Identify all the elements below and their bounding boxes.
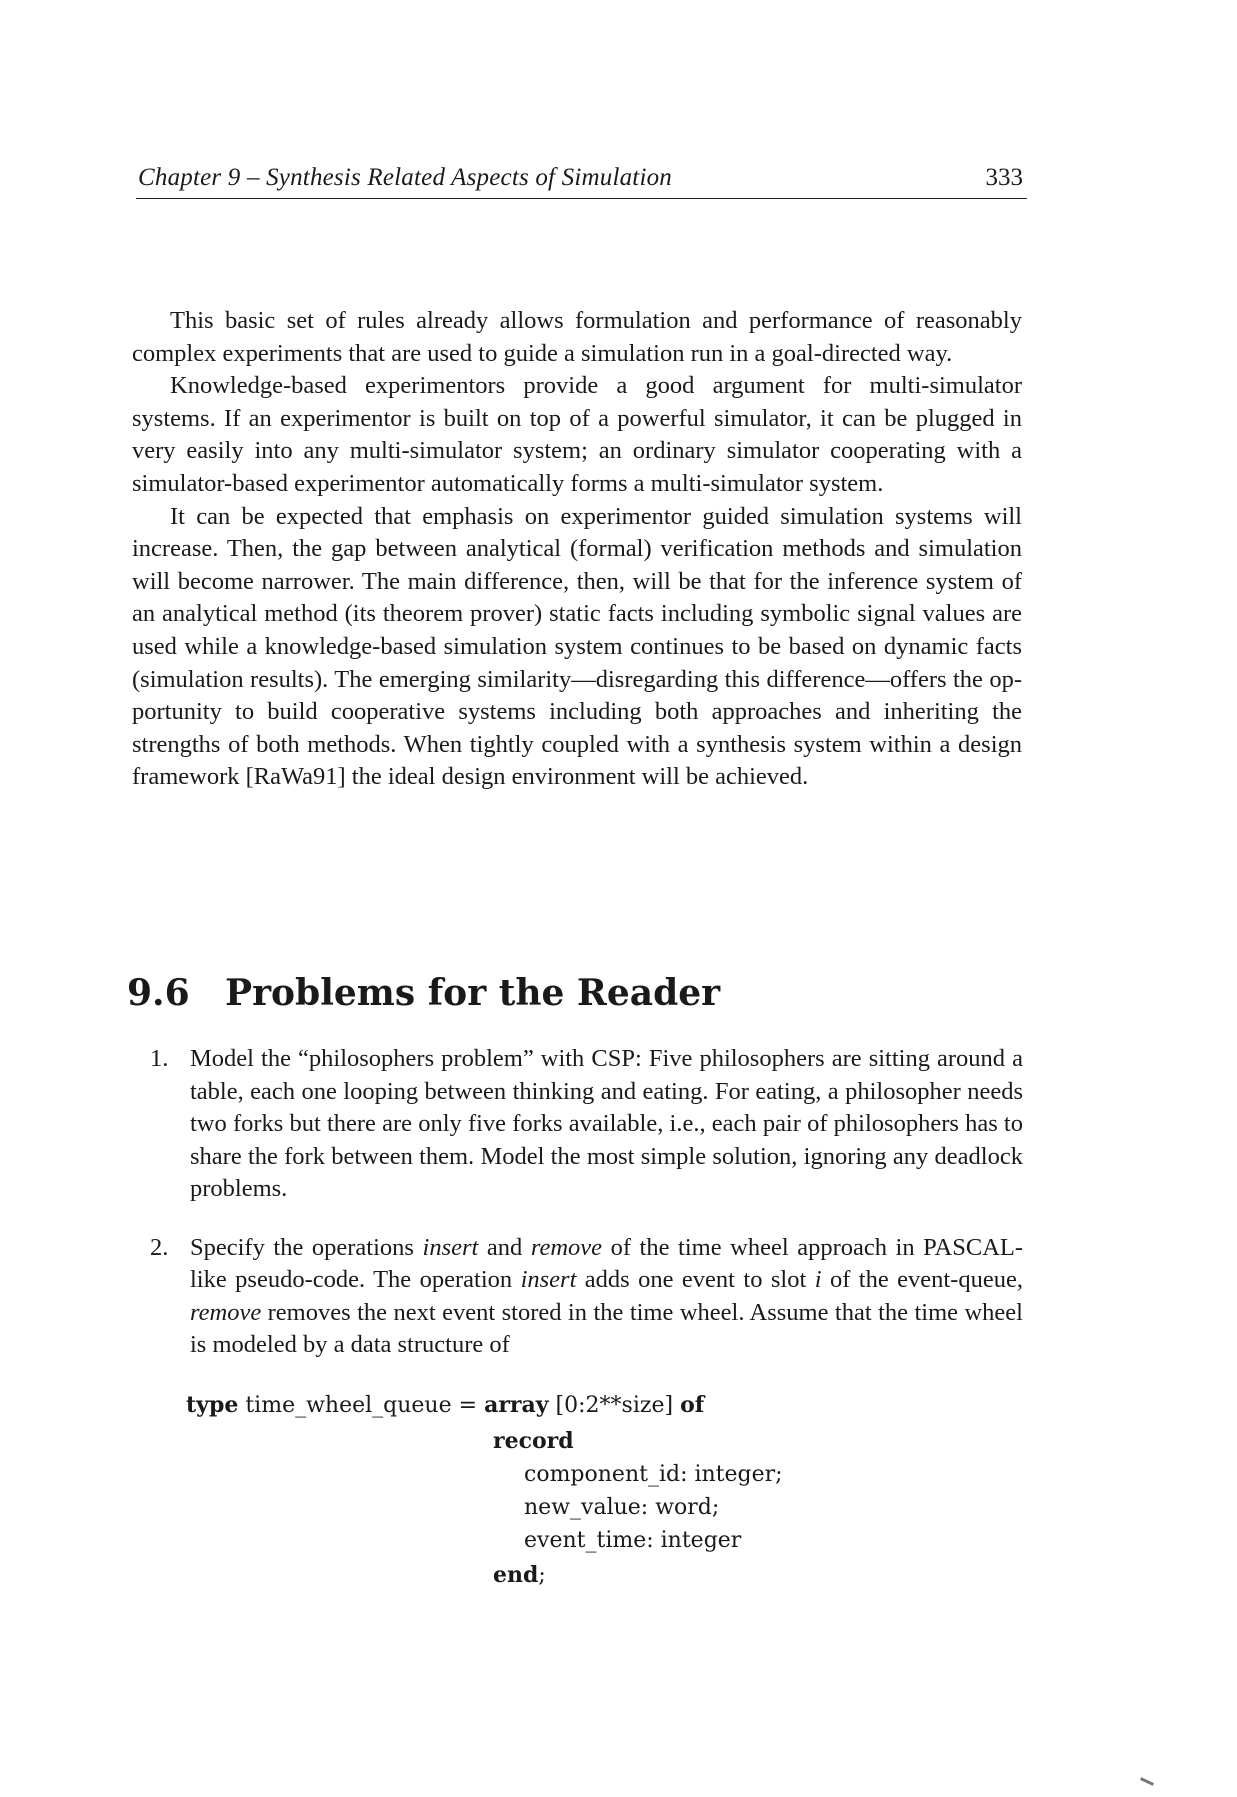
code-line-end: end; [493,1562,546,1588]
chapter-title: Chapter 9 – Synthesis Related Aspects of Simulation [138,164,672,191]
problem-number: 1. [150,1045,169,1072]
body-text [132,305,1022,794]
problem-list [148,1043,1023,1388]
code-line-type: type time_wheel_queue = array [0:2**size] of [186,1392,705,1418]
code-line-field: component_id: integer; [524,1462,783,1487]
term-remove: remove [190,1298,262,1326]
code-line-record: record [493,1428,574,1454]
paragraph-rules: This basic set of rules already allows formulation and performance of reasonably complex experiments that are used to guide a simulation run in a goal-directed way. [132,307,1022,367]
code-block [186,1392,886,1592]
problem-item [148,1043,1023,1206]
problem-number: 2. [150,1233,169,1261]
section-number: 9.6 [127,972,190,1014]
problem-text: Specify the operations insert and remove of the time wheel approach in PASCAL-like pseudo-code. The operation insert adds one event to slot i of the event-queue, remove removes the next event stored in the time wheel. Assume that the time wheel is modeled by a data structure of [190,1233,1024,1358]
problem-item [148,1232,1023,1362]
paragraph-experimentors: Knowledge-based experimentors provide a good argument for multi-simulator systems. If an experimentor is built on top of a powerful simulator, it can be plugged in very easily into any multi-simulator system; an ordinary simulator cooperating with a simulator-based experimentor automatically forms a multi-simulator system. [132,372,1022,497]
paragraph-verification: It can be expected that emphasis on experimentor guided simulation systems will increase. Then, the gap between analytical (formal) verification methods and simulation will become narrower. The main difference, then, will be that for the inference system of an analytical method (its theorem prover) static facts including symbolic signal values are used while a knowledge-based simulation system continues to be based on dynamic facts (simulation results). The emerging similarity—disregarding this difference—offers the opportunity to build cooperative systems including both approaches and inheriting the strengths of both methods. When tightly coupled with a synthesis system within a design framework [RaWa91] the ideal design environment will be achieved. [132,502,1022,791]
code-line-field: new_value: word; [524,1495,720,1520]
section-title: Problems for the Reader [225,972,721,1014]
problem-text: Model the “philosophers problem” with CSP: Five philosophers are sitting around a table, each one looping between thinking and eating. For eating, a philosopher needs two forks but there are only five forks available, i.e., each pair of philosophers has to share the fork between them. Model the most simple solution, ignoring any deadlock problems. [190,1045,1023,1202]
code-line-field: event_time: integer [524,1528,742,1553]
term-insert: insert [422,1233,479,1261]
term-insert: insert [520,1266,577,1293]
term-remove: remove [530,1233,603,1261]
running-header [136,164,1027,199]
scan-mark [1140,1777,1154,1786]
page-number: 333 [985,164,1023,191]
section-heading [127,972,720,1014]
term-i: i [814,1266,822,1293]
